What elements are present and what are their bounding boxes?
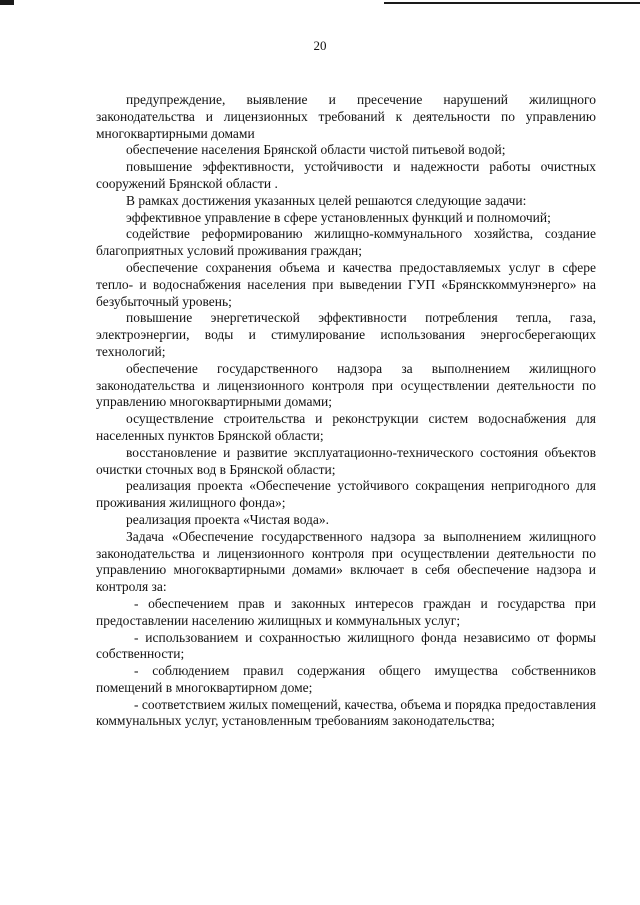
scan-edge-mark-top <box>384 2 640 4</box>
paragraph-task-management: эффективное управление в сфере установленных функций и полномочий; <box>126 209 551 225</box>
paragraph-task-clean-water-project: реализация проекта «Чистая вода». <box>126 511 330 527</box>
paragraph-treatment-efficiency: повышение эффективности, устойчивости и надежности работы очистных сооружений Брянской области . <box>96 159 596 191</box>
paragraph-task-energy-efficiency: повышение энергетической эффективности потребления тепла, газа, электроэнергии, воды и стимулирование использования энергосберегающих технологий; <box>96 310 596 359</box>
paragraph-drinking-water: обеспечение населения Брянской области чистой питьевой водой; <box>126 142 506 158</box>
page-number: 20 <box>313 38 327 53</box>
list-item-common-property-rules: - соблюдением правил содержания общего имущества собственников помещений в многоквартирном доме; <box>96 663 596 695</box>
paragraph-supervision-task-description: Задача «Обеспечение государственного надзора за выполнением жилищного законодательства и лицензионного контроля при осуществлении деятельности по управлению многоквартирными домами» включает в себя обеспечение надзора и контроля за: <box>96 528 596 595</box>
paragraph-task-wastewater-restoration: восстановление и развитие эксплуатационно-технического состояния объектов очистки сточных вод в Брянской области; <box>96 444 596 477</box>
paragraph-task-housing-project: реализация проекта «Обеспечение устойчивого сокращения непригодного для проживания жилищного фонда»; <box>96 478 596 511</box>
paragraph-tasks-intro: В рамках достижения указанных целей решаются следующие задачи: <box>126 192 527 208</box>
document-body <box>96 92 596 730</box>
list-item-utility-services-compliance: - соответствием жилых помещений, качества, объема и порядка предоставления коммунальных услуг, установленным требованиям законодательства; <box>96 696 596 729</box>
paragraph-task-housing-reform: содействие реформированию жилищно-коммунального хозяйства, создание благоприятных условий проживания граждан; <box>96 226 596 259</box>
paragraph-violations-prevention: предупреждение, выявление и пресечение нарушений жилищного законодательства и лицензионных требований к деятельности по управлению многоквартирными домами <box>96 92 596 141</box>
paragraph-task-heat-water-services: обеспечение сохранения объема и качества предоставляемых услуг в сфере тепло- и водоснабжения населения при выведении ГУП «Брянсккоммунэнерго» на безубыточный уровень; <box>96 259 596 309</box>
list-item-housing-stock-use: - использованием и сохранностью жилищного фонда независимо от формы собственности; <box>96 629 596 662</box>
list-item-citizen-rights: - обеспечением прав и законных интересов граждан и государства при предоставлении населению жилищных и коммунальных услуг; <box>96 595 596 628</box>
paragraph-task-state-supervision: обеспечение государственного надзора за выполнением жилищного законодательства и лицензионного контроля при осуществлении деятельности по управлению многоквартирными домами; <box>96 360 596 410</box>
paragraph-task-water-supply-construction: осуществление строительства и реконструкции систем водоснабжения для населенных пунктов Брянской области; <box>96 411 596 443</box>
scan-edge-mark-left <box>0 0 14 5</box>
